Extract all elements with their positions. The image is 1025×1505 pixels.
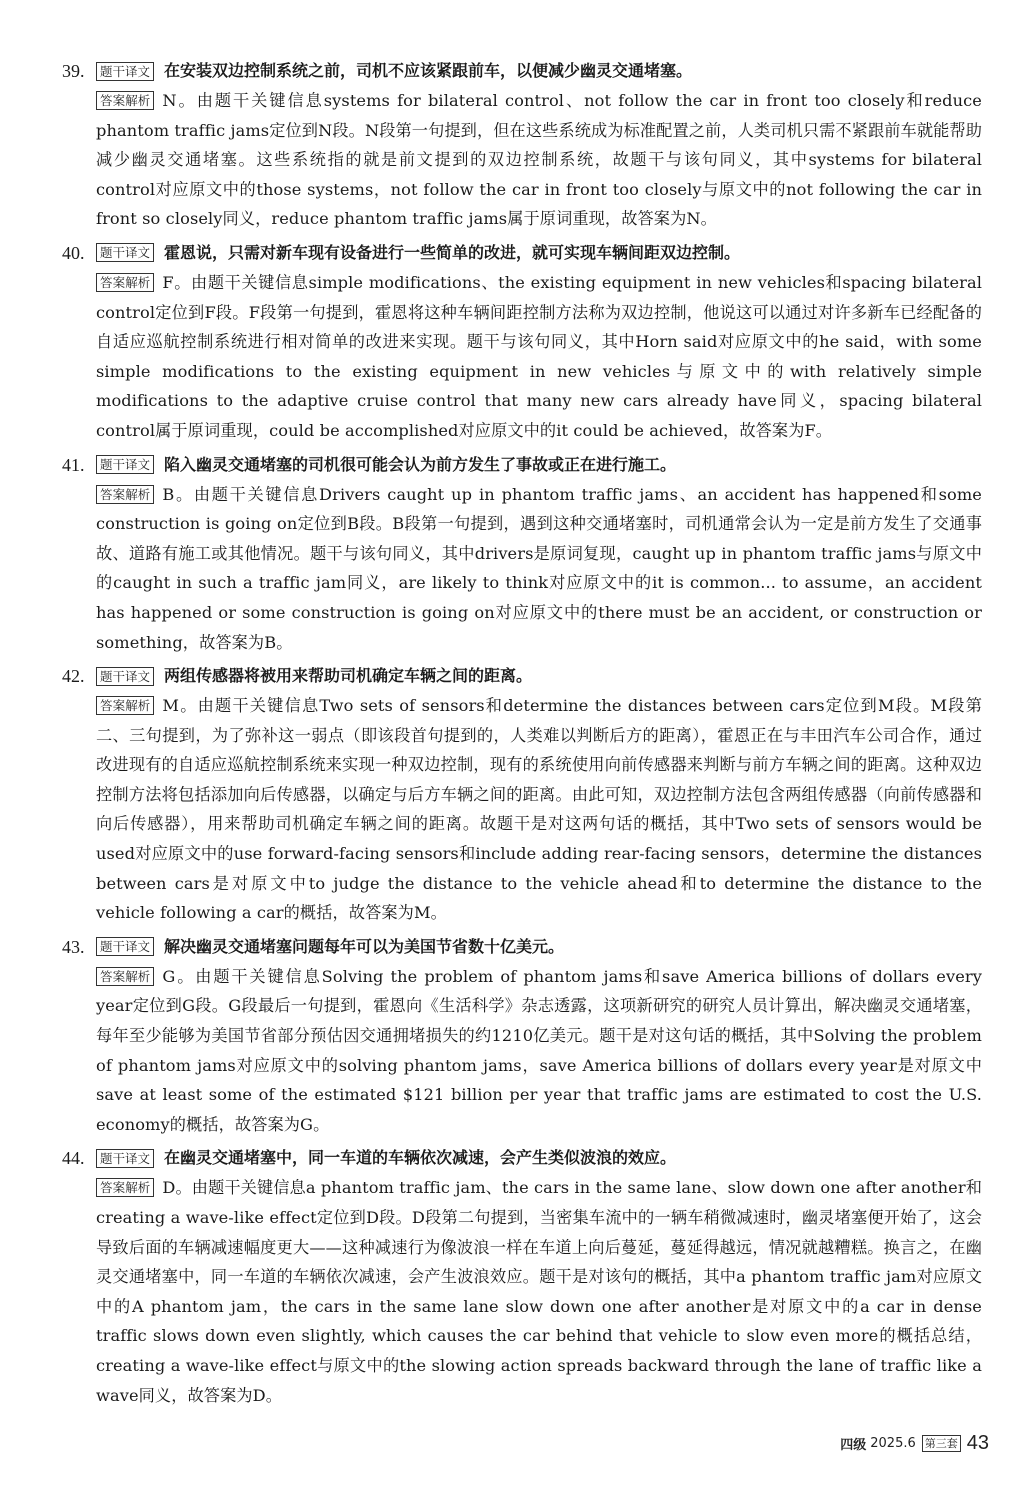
answer-analysis [62,480,982,658]
analysis-tag: 答案解析 [96,91,154,110]
analysis-text: G。由题干关键信息Solving the problem of phantom jams和save America billions of dollars every year定位到G段。G段最后一句提到，霍恩向《生活科学》杂志透露，这项新研究的研究人员计算出，解决幽灵交通堵塞，每年至少能够为美国节省部分预估因交通拥堵损失的约1210亿美元。题干是对这句话的概括，其中Solving the problem of phantom jams对应原文中的solving phantom jams，save America billions of dollars every year是对原文中save at least some of the estimated $121 billion per year that traffic jams are estimated to cost the U.S. economy的概括，故答案为G。 [96,966,982,1134]
analysis-text: B。由题干关键信息Drivers caught up in phantom traffic jams、an accident has happened和some construction is going on定位到B段。B段第一句提到，遇到这种交通堵塞时，司机通常会认为一定是前方发生了交通事故、道路有施工或其他情况。题干与该句同义，其中drivers是原词复现，caught up in phantom traffic jams与原文中的caught in such a traffic jam同义，are likely to think对应原文中的it is common... to assume，an accident has happened or some construction is going on对应原文中的there must be an accident, or construction or something，故答案为B。 [96,484,982,652]
question-translation: 解决幽灵交通堵塞问题每年可以为美国节省数十亿美元。 [164,936,565,956]
exam-level: 四级 [840,1438,867,1453]
answer-analysis [62,1173,982,1410]
question-translation: 两组传感器将被用来帮助司机确定车辆之间的距离。 [164,666,533,686]
answer-analysis [62,86,982,234]
item-44 [62,1143,982,1410]
question-translation: 陷入幽灵交通堵塞的司机很可能会认为前方发生了事故或正在进行施工。 [164,454,677,474]
question-number: 43. [62,936,85,957]
translation-tag: 题干译文 [96,1149,154,1168]
page-content [62,56,982,1414]
page-number: 43 [966,1432,989,1454]
item-42 [62,661,982,928]
answer-analysis [62,691,982,928]
answer-analysis [62,962,982,1140]
translation-tag: 题干译文 [96,62,154,81]
exam-date: 2025.6 [870,1436,916,1451]
question-line [62,238,982,268]
question-line [62,661,982,691]
translation-tag: 题干译文 [96,455,154,474]
answer-analysis [62,268,982,446]
translation-tag: 题干译文 [96,243,154,262]
translation-tag: 题干译文 [96,667,154,686]
item-41 [62,450,982,658]
question-number: 39. [62,61,85,81]
analysis-tag: 答案解析 [96,696,154,715]
question-number: 42. [62,666,85,687]
analysis-text: F。由题干关键信息simple modifications、the existing equipment in new vehicles和spacing bilateral control定位到F段。F段第一句提到，霍恩将这种车辆间距控制方法称为双边控制，他说这可以通过对许多新车已经配备的自适应巡航控制系统进行相对简单的改进来实现。题干与该句同义，其中Horn said对应原文中的he said，with some simple modifications to the existing equipment in new vehicles与原文中的with relatively simple modifications to the adaptive cruise control that many new cars already have同义，spacing bilateral control属于原词重现，could be accomplished对应原文中的it could be achieved，故答案为F。 [96,272,982,440]
analysis-text: D。由题干关键信息a phantom traffic jam、the cars in the same lane、slow down one after another和creating a wave-like effect定位到D段。D段第二句提到，当密集车流中的一辆车稍微减速时，幽灵堵塞便开始了，这会导致后面的车辆减速幅度更大——这种减速行为像波浪一样在车道上向后蔓延，蔓延得越远，情况就越糟糕。换言之，在幽灵交通堵塞中，同一车道的车辆依次减速，会产生波浪效应。题干是对该句的概括，其中a phantom traffic jam对应原文中的A phantom jam，the cars in the same lane slow down one after another是对原文中的a car in dense traffic slows down even slightly, which causes the car behind that vehicle to slow even more的概括总结，creating a wave-like effect与原文中的the slowing action spreads backward through the lane of traffic like a wave同义，故答案为D。 [96,1178,982,1405]
question-number: 40. [62,242,85,263]
page-footer [840,1432,989,1455]
question-line [62,932,982,962]
question-translation: 在安装双边控制系统之前，司机不应该紧跟前车，以便减少幽灵交通堵塞。 [164,61,693,80]
analysis-text: M。由题干关键信息Two sets of sensors和determine the distances between cars定位到M段。M段第二、三句提到，为了弥补这一弱点（即该段首句提到的，人类难以判断后方的距离），霍恩正在与丰田汽车公司合作，通过改进现有的自适应巡航控制系统来实现一种双边控制，现有的系统使用向前传感器来判断与前方车辆之间的距离。这种双边控制方法将包括添加向后传感器，以确定与后方车辆之间的距离。由此可知，双边控制方法包含两组传感器（向前传感器和向后传感器），用来帮助司机确定车辆之间的距离。故题干是对这两句话的概括，其中Two sets of sensors would be used对应原文中的use forward-facing sensors和include adding rear-facing sensors，determine the distances between cars是对原文中to judge the distance to the vehicle ahead和to determine the distance to the vehicle following a car的概括，故答案为M。 [96,696,982,923]
item-39 [62,56,982,234]
translation-tag: 题干译文 [96,937,154,956]
exam-set-badge: 第三套 [922,1435,961,1452]
question-line [62,450,982,480]
question-number: 44. [62,1148,85,1169]
analysis-tag: 答案解析 [96,273,154,292]
item-43 [62,932,982,1140]
analysis-text: N。由题干关键信息systems for bilateral control、not follow the car in front too closely和reduce phantom traffic jams定位到N段。N段第一句提到，但在这些系统成为标准配置之前，人类司机只需不紧跟前车就能帮助减少幽灵交通堵塞。这些系统指的就是前文提到的双边控制系统，故题干与该句同义，其中systems for bilateral control对应原文中的those systems，not follow the car in front too closely与原文中的not following the car in front so closely同义，reduce phantom traffic jams属于原词重现，故答案为N。 [96,91,982,229]
item-40 [62,238,982,446]
question-line [62,1143,982,1173]
question-number: 41. [62,454,85,475]
question-line [62,56,982,86]
analysis-tag: 答案解析 [96,485,154,504]
analysis-tag: 答案解析 [96,1178,154,1197]
question-translation: 在幽灵交通堵塞中，同一车道的车辆依次减速，会产生类似波浪的效应。 [164,1148,677,1168]
question-translation: 霍恩说，只需对新车现有设备进行一些简单的改进，就可实现车辆间距双边控制。 [164,242,741,262]
analysis-tag: 答案解析 [96,967,154,986]
